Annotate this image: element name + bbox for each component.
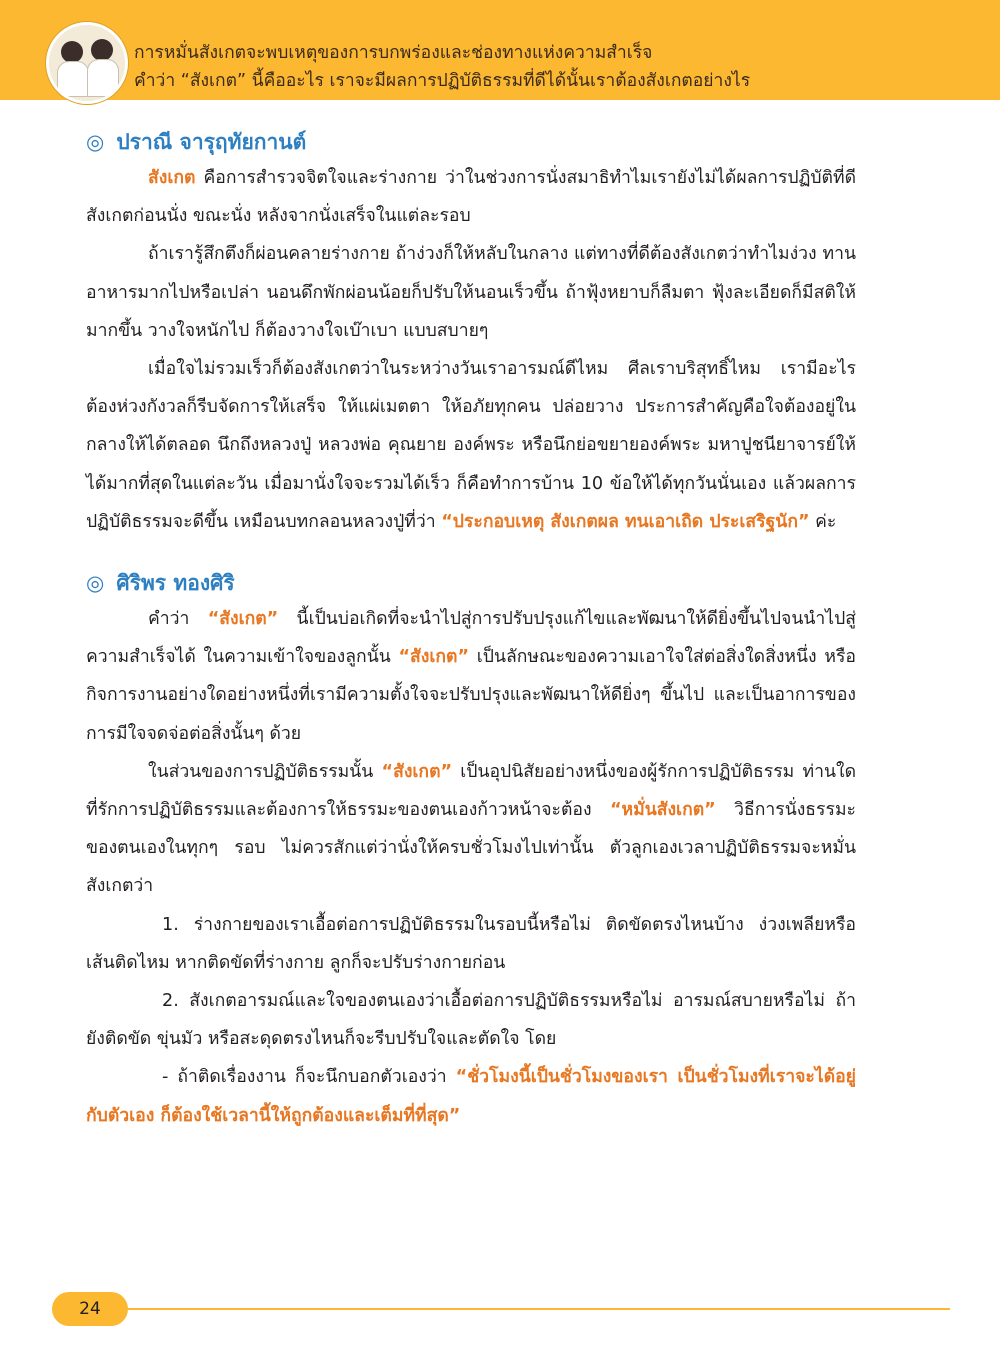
highlight-quote: “ชั่วโมงนี้เป็นชั่วโมงของเรา เป็นชั่วโมงที่เราจะได้อยู่กับตัวเอง ก็ต้องใช้เวลานี้ให้ถูกต้องและเต็มที่ที่สุด”	[86, 1067, 856, 1126]
paragraph-text: ค่ะ	[809, 511, 837, 532]
footer-divider	[128, 1308, 950, 1310]
paragraph	[86, 159, 856, 235]
highlight-quote: “หมั่นสังเกต”	[609, 800, 716, 821]
paragraph-text: เมื่อใจไม่รวมเร็วก็ต้องสังเกตว่าในระหว่างวันเราอารมณ์ดีไหม ศีลเราบริสุทธิ์ไหม เรามีอะไรต้องห่วงกังวลก็รีบจัดการให้เสร็จ ให้แผ่เมตตา ให้อภัยทุกคน ปล่อยวาง ประการสำคัญคือใจต้องอยู่ในกลางให้ได้ตลอด นึกถึงหลวงปู่ หลวงพ่อ คุณยาย องค์พระ หรือนึกย่อขยายองค์พระ มหาปูชนียาจารย์ให้ได้มากที่สุดในแต่ละวัน เมื่อมานั่งใจจะรวมได้เร็ว ก็คือทำการบ้าน 10 ข้อให้ได้ทุกวันนั่นเอง แล้วผลการปฏิบัติธรรมจะดีขึ้น เหมือนบทกลอนหลวงปู่ที่ว่า	[86, 359, 856, 532]
paragraph-text: - ถ้าติดเรื่องงาน ก็จะนึกบอกตัวเองว่า	[162, 1067, 456, 1088]
author-name: ศิริพร ทองศิริ	[116, 571, 235, 596]
paragraph	[86, 753, 856, 906]
paragraph-text: นี้เป็นบ่อเกิดที่จะนำไปสู่การปรับปรุงแก้ไขและพัฒนาให้ดียิ่งขึ้นไปจนนำไปสู่ความสำเร็จได้ ในความเข้าใจของลูกนั้น	[86, 609, 857, 668]
page-header	[0, 0, 1000, 100]
bullet-icon: ◎	[86, 571, 105, 596]
paragraph	[86, 600, 856, 753]
header-title-line2: คำว่า “สังเกต” นี้คืออะไร เราจะมีผลการปฏิบัติธรรมที่ดีได้นั้นเราต้องสังเกตอย่างไร	[134, 71, 751, 91]
dash-item	[86, 1058, 856, 1134]
highlight-quote: “สังเกต”	[398, 647, 470, 668]
paragraph	[86, 350, 856, 541]
highlight-quote: “ประกอบเหตุ สังเกตผล ทนเอาเถิด ประเสริฐนัก”	[441, 511, 810, 532]
paragraph: ถ้าเรารู้สึกตึงก็ผ่อนคลายร่างกาย ถ้าง่วงก็ให้หลับในกลาง แต่ทางที่ดีต้องสังเกตว่าทำไมง่วง ทานอาหารมากไปหรือเปล่า นอนดึกพักผ่อนน้อยก็ปรับให้นอนเร็วขึ้น ถ้าฟุ้งหยาบก็ลืมตา ฟุ้งละเอียดก็มีสติให้มากขึ้น วางใจหนักไป ก็ต้องวางใจเบ๊าเบา แบบสบายๆ	[86, 244, 856, 341]
author-name: ปราณี จารุฤทัยกานต์	[116, 130, 307, 154]
numbered-item: 1. ร่างกายของเราเอื้อต่อการปฏิบัติธรรมในรอบนี้หรือไม่ ติดขัดตรงไหนบ้าง ง่วงเพลียหรือเส้นติดไหม หากติดขัดที่ร่างกาย ลูกก็จะปรับร่างกายก่อน	[86, 914, 856, 973]
main-content	[86, 126, 856, 1135]
highlight-quote: “สังเกต”	[207, 609, 279, 630]
page-number: 24	[52, 1292, 128, 1326]
highlight-quote: “สังเกต”	[381, 761, 453, 782]
paragraph-text: วิธีการนั่งธรรมะของตนเองในทุกๆ รอบ ไม่ควรสักแต่ว่านั่งให้ครบชั่วโมงไปเท่านั้น ตัวลูกเองเวลาปฏิบัติธรรมจะหมั่นสังเกตว่า	[86, 800, 856, 897]
bullet-icon: ◎	[86, 130, 105, 154]
section-title-pranee	[86, 126, 856, 159]
paragraph-text: เป็นอุปนิสัยอย่างหนึ่งของผู้รักการปฏิบัติธรรม ท่านใดที่รักการปฏิบัติธรรมและต้องการให้ธรรมะของตนเองก้าวหน้าจะต้อง	[86, 761, 856, 821]
highlight-term: สังเกต	[148, 168, 196, 188]
paragraph-text: ในส่วนของการปฏิบัติธรรมนั้น	[148, 761, 382, 782]
header-title-line1: การหมั่นสังเกตจะพบเหตุของการบกพร่องและช่องทางแห่งความสำเร็จ	[134, 43, 653, 63]
paragraph-text: คือการสำรวจจิตใจและร่างกาย ว่าในช่วงการนั่งสมาธิทำไมเรายังไม่ได้ผลการปฏิบัติที่ดี สังเกตก่อนนั่ง ขณะนั่ง หลังจากนั่งเสร็จในแต่ละรอบ	[86, 168, 856, 227]
children-logo-icon	[46, 22, 128, 104]
paragraph-text: คำว่า	[148, 609, 208, 630]
numbered-item: 2. สังเกตอารมณ์และใจของตนเองว่าเอื้อต่อการปฏิบัติธรรมหรือไม่ อารมณ์สบายหรือไม่ ถ้ายังติดขัด ขุ่นมัว หรือสะดุดตรงไหนก็จะรีบปรับใจและตัดใจ โดย	[86, 991, 856, 1050]
section-title-siriporn	[86, 567, 856, 600]
paragraph-text: เป็นลักษณะของความเอาใจใส่ต่อสิ่งใดสิ่งหนึ่ง หรือกิจการงานอย่างใดอย่างหนึ่งที่เรามีความตั้งใจจะปรับปรุงและพัฒนาให้ดียิ่งๆ ขึ้นไป และเป็นอาการของการมีใจจดจ่อต่อสิ่งนั้นๆ ด้วย	[86, 647, 856, 744]
